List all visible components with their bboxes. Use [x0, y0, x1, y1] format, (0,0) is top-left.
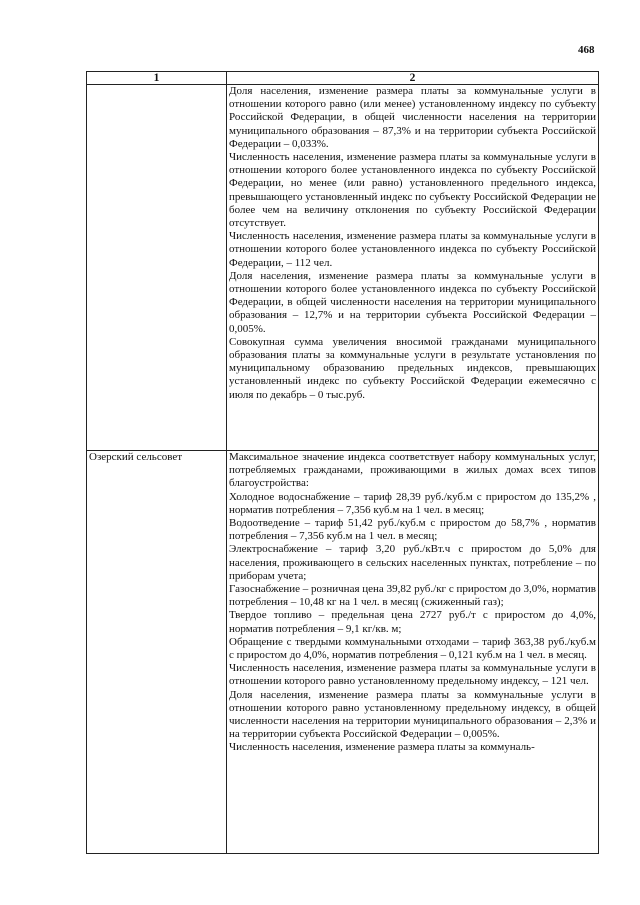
table-row	[87, 451, 599, 854]
paragraph: Водоотведение – тариф 51,42 руб./куб.м с приростом до 58,7% , норматив потребления – 7,356 куб.м на 1 чел. в месяц;	[229, 517, 596, 543]
municipality-cell	[87, 85, 227, 451]
municipality-name: Озерский сельсовет	[89, 451, 183, 463]
column-header-1: 1	[87, 72, 227, 85]
paragraph: Численность населения, изменение размера платы за коммуналь-	[229, 741, 535, 754]
paragraph: Газоснабжение – розничная цена 39,82 руб./кг с приростом до 3,0%, норматив потребления – 10,48 кг на 1 чел. в месяц (сжиженный газ);	[229, 583, 596, 609]
paragraph: Доля населения, изменение размера платы за коммунальные услуги в отношении которого равно (или менее) установленному индексу по субъекту Российской Федерации, в общей численности населения на территории муниципального образования – 87,3% и на территории субъекта Российской Федерации – 0,033%.	[229, 85, 596, 150]
description-cell	[227, 85, 599, 451]
paragraph: Доля населения, изменение размера платы за коммунальные услуги в отношении которого более установленного индекса по субъекту Российской Федерации, в общей численности населения на территории муниципального образования – 12,7% и на территории субъекта Российской Федерации – 0,005%.	[229, 269, 596, 335]
page-number: 468	[578, 44, 595, 56]
paragraph: Численность населения, изменение размера платы за коммунальные услуги в отношении которого равно установленному предельному индексу, – 121 чел.	[229, 662, 596, 688]
municipality-cell	[87, 451, 227, 854]
paragraph: Твердое топливо – предельная цена 2727 руб./т с приростом до 4,0%, норматив потребления – 9,1 кг/кв. м;	[229, 609, 596, 635]
paragraph: Холодное водоснабжение – тариф 28,39 руб./куб.м с приростом до 135,2% , норматив потребления – 7,356 куб.м на 1 чел. в месяц;	[229, 490, 596, 516]
document-table	[86, 71, 599, 854]
paragraph: Обращение с твердыми коммунальными отходами – тариф 363,38 руб./куб.м с приростом до 4,0%, норматив потребления – 0,121 куб.м на 1 чел. в месяц.	[229, 635, 596, 662]
paragraph: Максимальное значение индекса соответствует набору коммунальных услуг, потребляемых гражданами, проживающими в жилых домах всех типов благоустройства:	[229, 451, 596, 490]
paragraph: Численность населения, изменение размера платы за коммунальные услуги в отношении которого более установленного индекса по субъекту Российской Федерации, но менее (или равно) установленного предельного индекса, превышающего установленный индекс по субъекту Российской Федерации не более чем на величину отклонения по субъекту Российской Федерации отсутствует.	[229, 151, 596, 230]
paragraph: Совокупная сумма увеличения вносимой гражданами муниципального образования платы за коммунальные услуги в результате установления по муниципальному образованию предельных индексов, превышающих установленный индекс по субъекту Российской Федерации ежемесячно с июля по декабрь – 0 тыс.руб.	[229, 335, 596, 401]
table-row	[87, 85, 599, 451]
column-header-2: 2	[227, 72, 599, 85]
paragraph: Доля населения, изменение размера платы за коммунальные услуги в отношении которого равно установленному предельному индексу, в общей численности населения на территории муниципального образования – 2,3% и на территории субъекта Российской Федерации – 0,005%.	[229, 688, 596, 741]
paragraph: Численность населения, изменение размера платы за коммунальные услуги в отношении которого более установленного индекса по субъекту Российской Федерации, – 112 чел.	[229, 230, 596, 269]
paragraph: Электроснабжение – тариф 3,20 руб./кВт.ч с приростом до 5,0% для населения, проживающего в сельских населенных пунктах, потребление – по приборам учета;	[229, 543, 596, 582]
description-cell	[227, 451, 599, 854]
table-header-row	[87, 72, 599, 85]
